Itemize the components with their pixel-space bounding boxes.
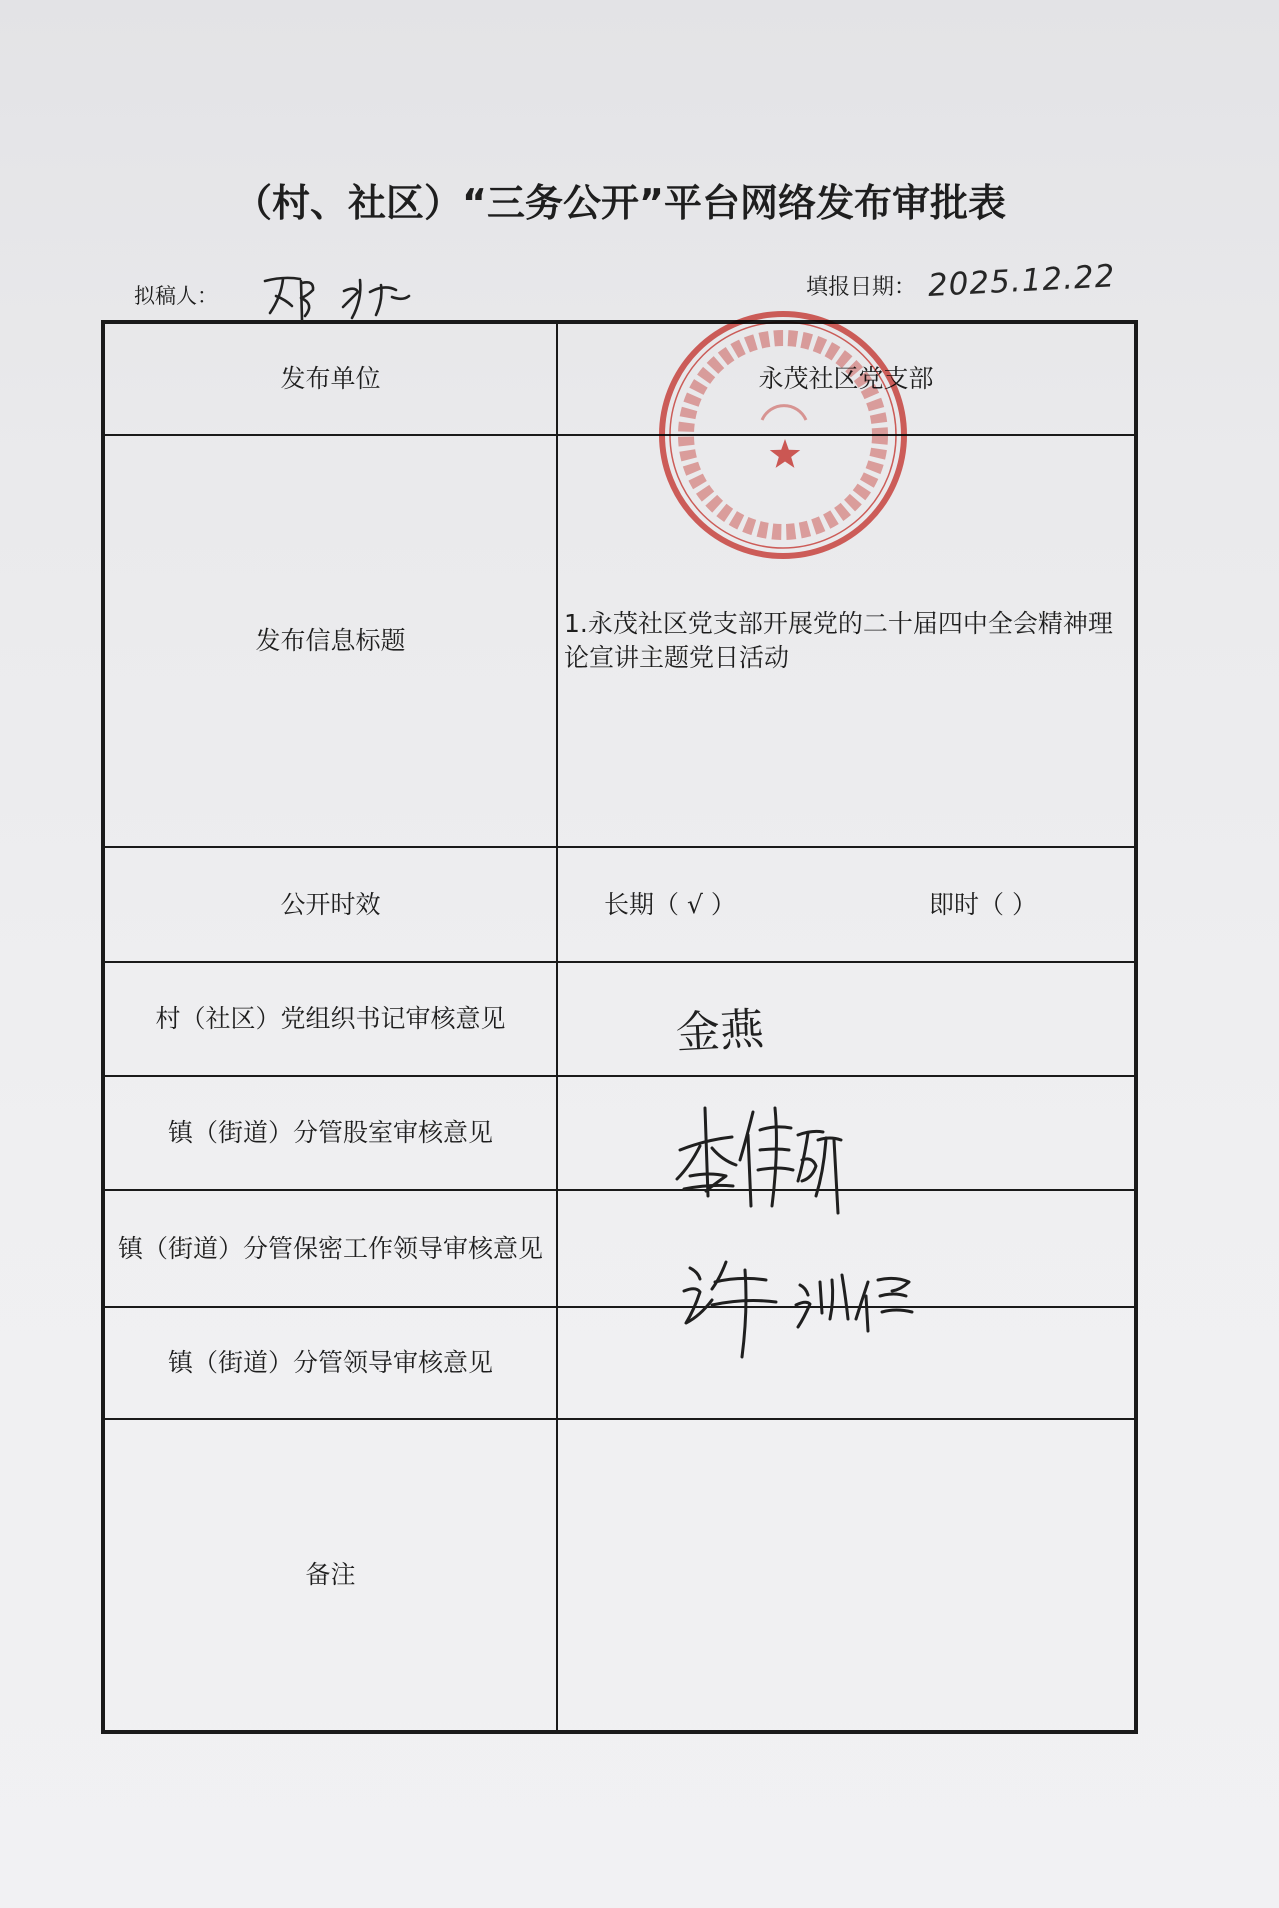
secretary-review-label: 村（社区）党组织书记审核意见 xyxy=(105,963,558,1077)
publisher-value: 永茂社区党支部 xyxy=(758,364,934,393)
remarks-label: 备注 xyxy=(105,1420,558,1730)
publish-timeliness-label: 公开时效 xyxy=(105,848,558,963)
publisher-label: 发布单位 xyxy=(105,324,558,436)
option-immediate: 即时（ ） xyxy=(929,889,1037,919)
section-office-review-cell xyxy=(558,1077,1134,1191)
publisher-value-cell xyxy=(558,324,1134,436)
confidentiality-leader-review-label: 镇（街道）分管保密工作领导审核意见 xyxy=(105,1191,558,1308)
fill-date-label: 填报日期： xyxy=(806,275,917,300)
drafter-label: 拟稿人： xyxy=(134,284,218,308)
publish-timeliness-cell xyxy=(558,848,1134,963)
drafter-signature xyxy=(265,278,409,320)
secretary-signature: 金燕 xyxy=(674,1003,766,1060)
info-title-label: 发布信息标题 xyxy=(105,436,558,848)
remarks-cell xyxy=(558,1420,1134,1730)
fill-date-value: 2025.12.22 xyxy=(927,258,1117,304)
confidentiality-leader-review-cell xyxy=(558,1191,1134,1308)
info-title-value: 1.永茂社区党支部开展党的二十届四中全会精神理论宣讲主题党日活动 xyxy=(564,609,1113,672)
approval-table xyxy=(101,320,1138,1734)
page-title: （村、社区）“三务公开”平台网络发布审批表 xyxy=(234,181,1006,225)
leader-review-label: 镇（街道）分管领导审核意见 xyxy=(105,1308,558,1420)
section-office-review-label: 镇（街道）分管股室审核意见 xyxy=(105,1077,558,1191)
leader-review-cell xyxy=(558,1308,1134,1420)
option-long-term: 长期（ √ ） xyxy=(604,889,736,919)
info-title-value-cell xyxy=(558,436,1134,848)
secretary-review-cell xyxy=(558,963,1134,1077)
